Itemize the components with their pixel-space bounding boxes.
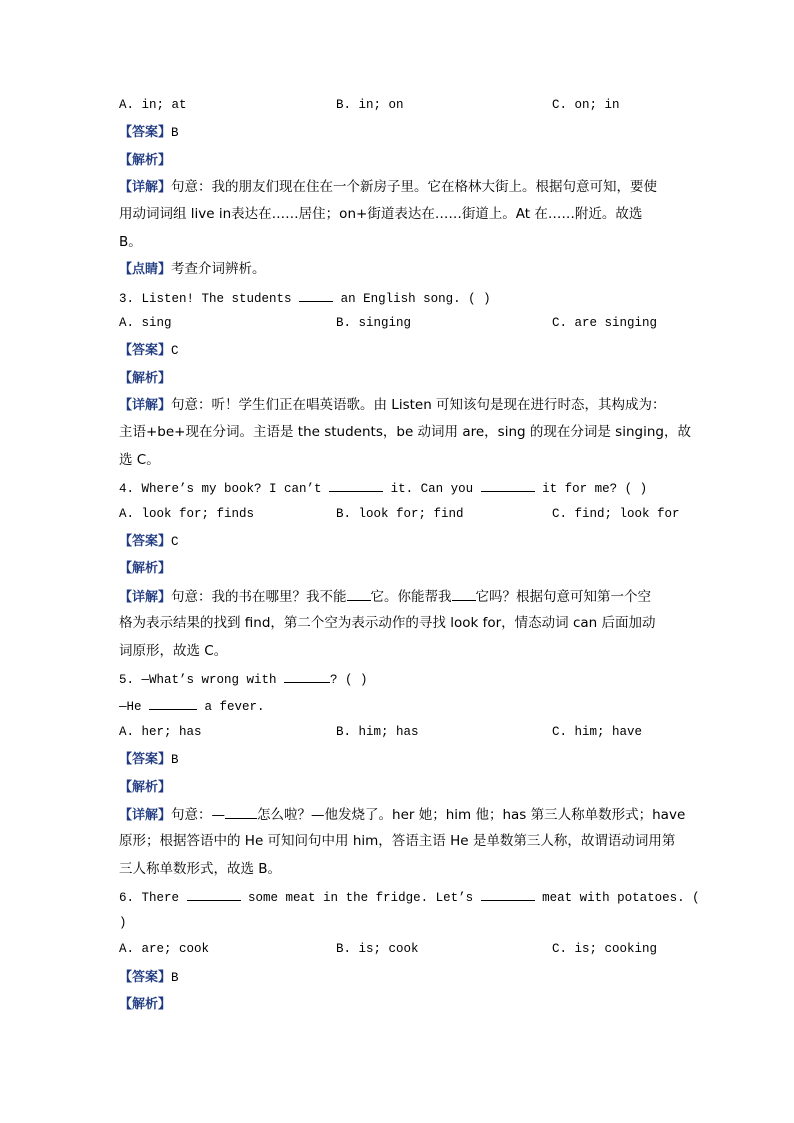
answer-value: C <box>171 535 179 549</box>
analysis-tag: 【解析】 <box>119 371 172 386</box>
stem-text: a fever. <box>204 700 265 714</box>
q3-detail-line-2: 主语+be+现在分词。主语是 the students，be 动词用 are，sing 的现在分词是 singing，故 <box>119 424 691 440</box>
q4-detail-line-3: 词原形，故选 C。 <box>119 643 228 659</box>
answer-tag: 【答案】 <box>119 125 172 140</box>
point-text: 考查介词辨析。 <box>171 261 266 277</box>
stem-text: it for me? ( ) <box>542 482 648 496</box>
q5-option-a: A. her; has <box>119 725 202 739</box>
q4-detail-line-1 <box>119 588 651 606</box>
q2-option-a: A. in; at <box>119 98 187 112</box>
q6-stem-wrap: ) <box>119 916 127 930</box>
q6-option-b: B. is; cook <box>336 942 419 956</box>
answer-blank <box>481 479 535 492</box>
q4-option-b: B. look for; find <box>336 507 464 521</box>
answer-value: B <box>171 126 179 140</box>
q2-option-c: C. on; in <box>552 98 620 112</box>
stem-text: 6. There <box>119 891 180 905</box>
q6-stem <box>119 888 700 906</box>
q3-stem <box>119 289 491 307</box>
stem-text: 5. —What’s wrong with <box>119 673 277 687</box>
q6-option-c: C. is; cooking <box>552 942 658 956</box>
detail-text: 它。你能帮我 <box>370 589 452 605</box>
q5-stem <box>119 670 368 688</box>
q6-option-a: A. are; cook <box>119 942 210 956</box>
q2-option-b: B. in; on <box>336 98 404 112</box>
analysis-tag: 【解析】 <box>119 780 172 795</box>
q5-detail-line-1 <box>119 806 685 824</box>
answer-blank <box>329 479 383 492</box>
answer-value: B <box>171 971 179 985</box>
detail-text: 句意：听！学生们正在唱英语歌。由 Listen 可知该句是现在进行时态，其构成为： <box>171 397 666 413</box>
q4-option-c: C. find; look for <box>552 507 680 521</box>
point-tag: 【点睛】 <box>119 262 172 277</box>
q2-detail-line-3: B。 <box>119 234 142 250</box>
stem-text: meat with potatoes. ( <box>542 891 700 905</box>
q5-option-c: C. him; have <box>552 725 643 739</box>
q5-option-b: B. him; has <box>336 725 419 739</box>
detail-tag: 【详解】 <box>119 180 172 195</box>
analysis-tag: 【解析】 <box>119 561 172 576</box>
stem-text: it. Can you <box>390 482 474 496</box>
detail-tag: 【详解】 <box>119 398 172 413</box>
q6-answer <box>119 969 179 986</box>
answer-blank <box>187 888 241 901</box>
stem-text: some meat in the fridge. Let’s <box>248 891 474 905</box>
answer-value: C <box>171 344 179 358</box>
stem-text: —He <box>119 700 142 714</box>
q3-option-b: B. singing <box>336 316 412 330</box>
q3-option-a: A. sing <box>119 316 172 330</box>
q3-analysis <box>119 370 171 387</box>
answer-tag: 【答案】 <box>119 343 172 358</box>
answer-blank <box>481 888 535 901</box>
answer-blank <box>225 806 257 819</box>
q2-detail-line-1 <box>119 179 657 196</box>
answer-blank <box>299 289 333 302</box>
q4-answer <box>119 533 179 550</box>
q5-analysis <box>119 779 171 796</box>
stem-text: an English song. ( ) <box>340 292 491 306</box>
q3-option-c: C. are singing <box>552 316 658 330</box>
detail-tag: 【详解】 <box>119 590 172 605</box>
answer-value: B <box>171 753 179 767</box>
analysis-tag: 【解析】 <box>119 153 172 168</box>
detail-text: 句意：我的书在哪里？我不能 <box>171 589 347 605</box>
detail-text: 它吗？根据句意可知第一个空 <box>475 589 652 605</box>
stem-text: 4. Where’s my book? I can’t <box>119 482 322 496</box>
q2-analysis <box>119 152 171 169</box>
q2-detail-line-2: 用动词词组 live in表达在……居住；on+街道表达在……街道上。At 在……附近。故选 <box>119 206 643 222</box>
answer-blank <box>452 588 476 601</box>
detail-text: 句意：我的朋友们现在住在一个新房子里。它在格林大街上。根据句意可知，要使 <box>171 179 658 195</box>
q5-detail-line-2: 原形；根据答语中的 He 可知问句中用 him，答语主语 He 是单数第三人称，故谓语动词用第 <box>119 833 676 849</box>
q4-analysis <box>119 560 171 577</box>
q2-point <box>119 261 266 278</box>
answer-tag: 【答案】 <box>119 970 172 985</box>
answer-tag: 【答案】 <box>119 534 172 549</box>
answer-blank <box>149 697 197 710</box>
answer-tag: 【答案】 <box>119 752 172 767</box>
answer-blank <box>284 670 330 683</box>
stem-text: 3. Listen! The students <box>119 292 292 306</box>
q3-detail-line-1 <box>119 397 666 414</box>
q4-option-a: A. look for; finds <box>119 507 255 521</box>
q5-detail-line-3: 三人称单数形式，故选 B。 <box>119 861 282 877</box>
q3-detail-line-3: 选 C。 <box>119 452 160 468</box>
q2-answer <box>119 124 179 141</box>
detail-text: 句意：— <box>171 807 226 823</box>
answer-blank <box>347 588 371 601</box>
q3-answer <box>119 342 179 359</box>
detail-tag: 【详解】 <box>119 808 172 823</box>
q5-stem-response <box>119 697 265 715</box>
q4-stem <box>119 479 647 497</box>
q5-answer <box>119 751 179 768</box>
detail-text: 怎么啦？—他发烧了。her 她；him 他；has 第三人称单数形式；have <box>257 807 686 823</box>
q4-detail-line-2: 格为表示结果的找到 find，第二个空为表示动作的寻找 look for，情态动词 can 后面加动 <box>119 615 656 631</box>
stem-text: ? ( ) <box>330 673 368 687</box>
q6-analysis <box>119 996 171 1013</box>
analysis-tag: 【解析】 <box>119 997 172 1012</box>
